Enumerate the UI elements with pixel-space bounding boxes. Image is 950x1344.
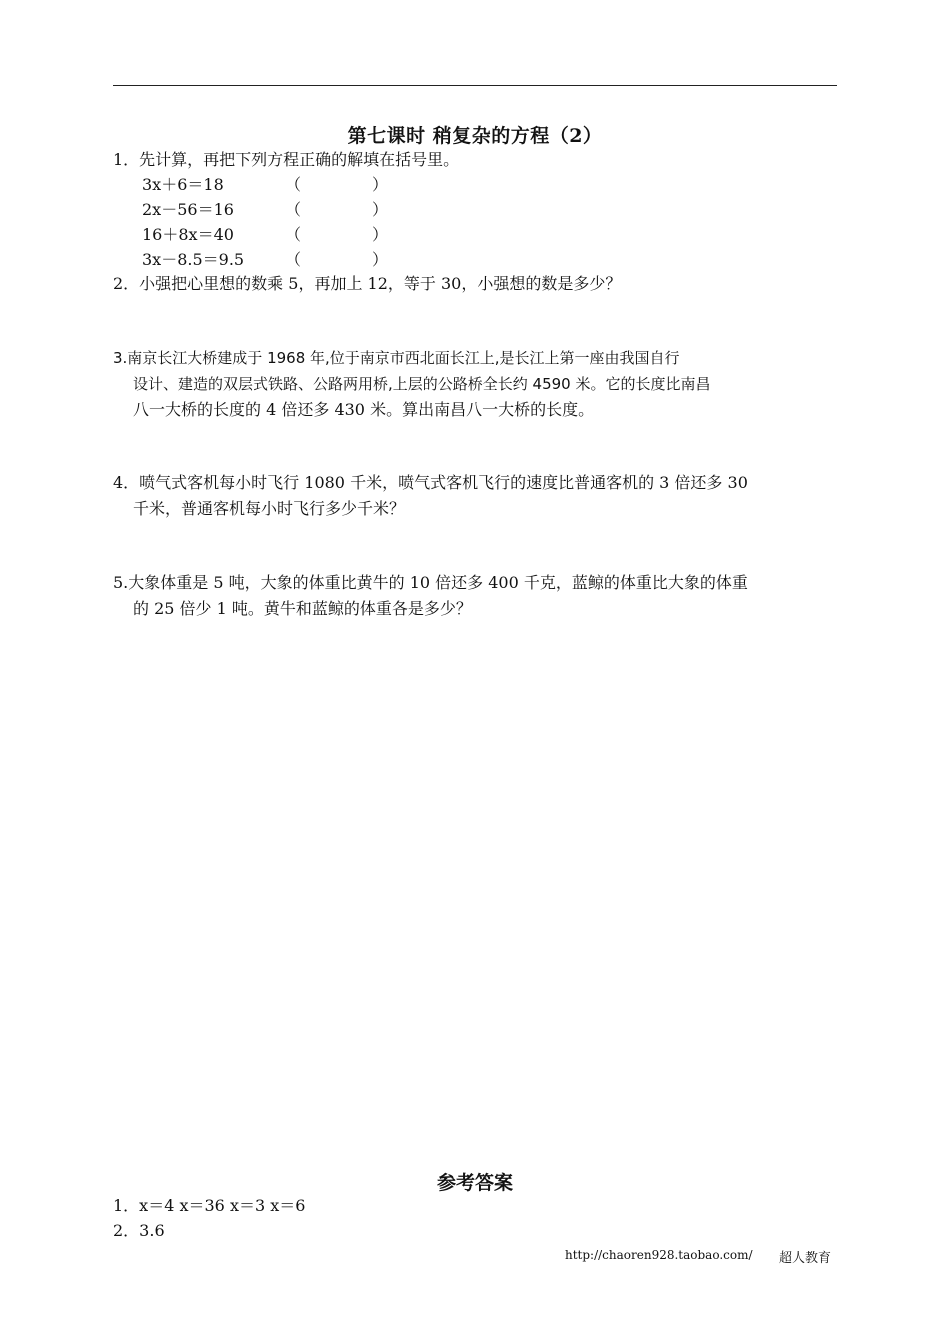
question-5-line-1: 5.大象体重是 5 吨，大象的体重比黄牛的 10 倍还多 400 千克，蓝鲸的体重比大象的体重 [113, 573, 748, 592]
question-3-line-1: 3.南京长江大桥建成于 1968 年,位于南京市西北面长江上,是长江上第一座由我国自行 [113, 349, 680, 367]
answer-2: 2．3.6 [113, 1221, 165, 1240]
answer-blank-1-close: ） [372, 175, 389, 194]
question-4-line-2: 千米，普通客机每小时飞行多少千米？ [133, 499, 406, 518]
equation-3: 16＋8x＝40 [142, 225, 234, 244]
question-4-line-1: 4．喷气式客机每小时飞行 1080 千米，喷气式客机飞行的速度比普通客机的 3 倍还多 30 [113, 473, 748, 492]
question-5-line-2: 的 25 倍少 1 吨。黄牛和蓝鲸的体重各是多少？ [133, 599, 472, 618]
answer-blank-2-open: （ [285, 200, 302, 219]
footer-brand: 超人教育 [779, 1251, 832, 1266]
question-4 [113, 470, 839, 522]
equation-1: 3x＋6＝18 [142, 175, 224, 194]
question-1-prompt: 1．先计算，再把下列方程正确的解填在括号里。 [113, 150, 460, 169]
question-3-line-2: 设计、建造的双层式铁路、公路两用桥,上层的公路桥全长约 4590 米。它的长度比南昌 [133, 375, 711, 393]
question-3-line-3: 八一大桥的长度的 4 倍还多 430 米。算出南昌八一大桥的长度。 [133, 400, 595, 419]
footer-url[interactable]: http://chaoren928.taobao.com/ [565, 1248, 753, 1262]
answer-blank-3-close: ） [372, 225, 389, 244]
header-rule [113, 85, 837, 86]
question-2: 2．小强把心里想的数乘 5，再加上 12，等于 30，小强想的数是多少？ [113, 274, 622, 293]
question-3 [113, 345, 839, 423]
answer-1: 1．x＝4 x＝36 x＝3 x＝6 [113, 1196, 306, 1215]
equation-2: 2x－56＝16 [142, 200, 234, 219]
answer-blank-4-open: （ [285, 250, 302, 269]
answer-blank-1-open: （ [285, 175, 302, 194]
page-title: 第七课时 稍复杂的方程（2） [347, 125, 603, 147]
equation-4: 3x－8.5＝9.5 [142, 250, 245, 269]
answers-title: 参考答案 [436, 1172, 513, 1194]
answer-blank-4-close: ） [372, 250, 389, 269]
answer-blank-3-open: （ [285, 225, 302, 244]
answer-blank-2-close: ） [372, 200, 389, 219]
question-5 [113, 570, 839, 622]
